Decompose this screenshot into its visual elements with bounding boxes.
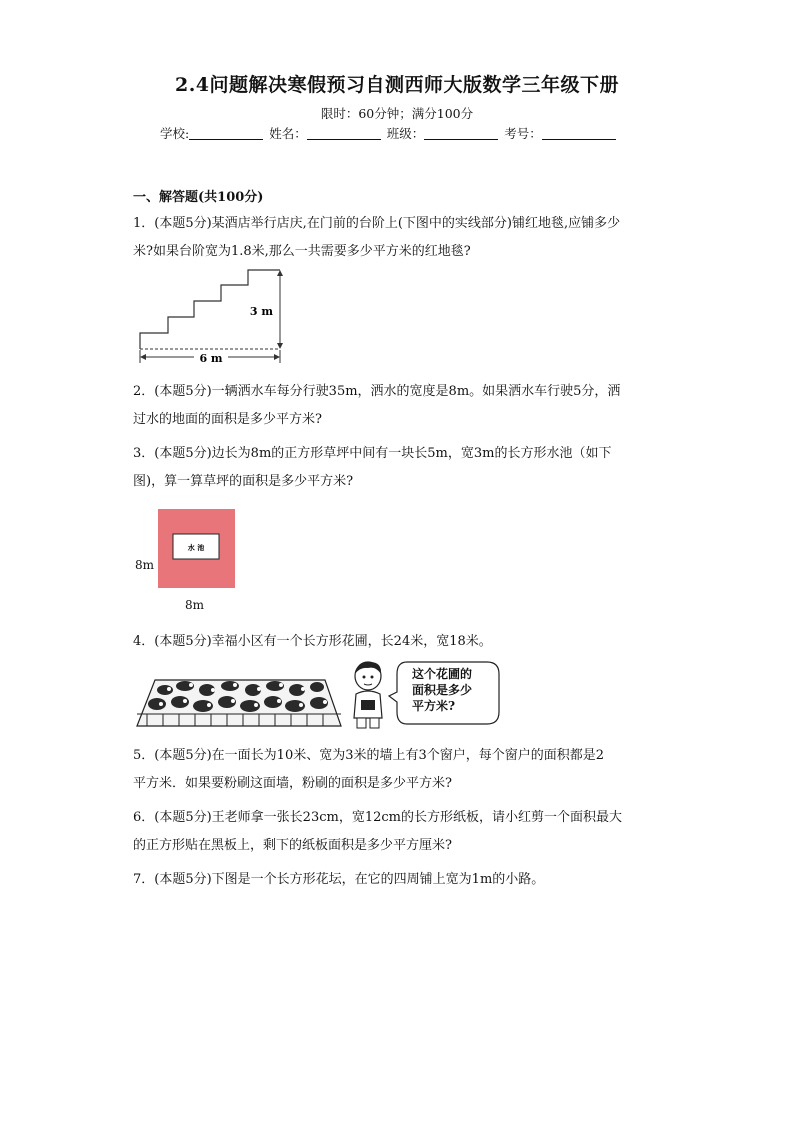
q5-line2: 平方米．如果要粉刷这面墙，粉刷的面积是多少平方米? xyxy=(133,776,452,791)
width-arrow-left xyxy=(140,354,146,360)
q6-line1: 6．(本题5分)王老师拿一张长23cm，宽12cm的长方形纸板，请小红剪一个面积最大 xyxy=(133,810,622,825)
pool-label: 水 池 xyxy=(187,543,205,552)
q3-line1: 3．(本题5分)边长为8m的正方形草坪中间有一块长5m，宽3m的长方形水池（如下 xyxy=(133,446,612,461)
name-label: 姓名： xyxy=(269,126,307,141)
height-arrow-top xyxy=(277,270,283,276)
page-title: 2.4问题解决寒假预习自测西师大版数学三年级下册 xyxy=(174,74,620,96)
number-blank[interactable] xyxy=(542,127,616,140)
width-label: 6 m xyxy=(199,352,223,365)
width-arrow-right xyxy=(274,354,280,360)
student-info-row xyxy=(160,124,618,142)
height-label: 3 m xyxy=(249,305,273,318)
q2-line2: 过水的地面的面积是多少平方米? xyxy=(133,412,322,427)
lawn-side-label: 8m xyxy=(135,558,155,572)
q5-line1: 5．(本题5分)在一面长为10米、宽为3米的墙上有3个窗户，每个窗户的面积都是2 xyxy=(133,748,605,763)
q4-line1: 4．(本题5分)幸福小区有一个长方形花圃，长24米，宽18米。 xyxy=(133,634,492,649)
boy-figure xyxy=(348,658,390,730)
flower-bed-illustration xyxy=(135,660,343,732)
q3-line2: 图)，算一算草坪的面积是多少平方米? xyxy=(133,474,354,489)
bubble-line2: 面积是多少 xyxy=(412,683,473,697)
bubble-line3: 平方米? xyxy=(412,699,456,713)
q1-line1: 1．(本题5分)某酒店举行店庆,在门前的台阶上(下图中的实线部分)铺红地毯,应铺多少 xyxy=(133,216,621,231)
class-blank[interactable] xyxy=(424,127,498,140)
school-blank[interactable] xyxy=(189,127,263,140)
time-limit: 限时：60分钟；满分100分 xyxy=(320,106,474,121)
name-blank[interactable] xyxy=(307,127,381,140)
staircase-diagram xyxy=(130,268,300,370)
bubble-line1: 这个花圃的 xyxy=(412,667,473,681)
lawn-diagram xyxy=(158,509,236,589)
q6-line2: 的正方形贴在黑板上，剩下的纸板面积是多少平方厘米? xyxy=(133,838,452,853)
section-heading: 一、解答题(共100分) xyxy=(133,190,264,205)
number-label: 考号： xyxy=(504,126,542,141)
class-label: 班级： xyxy=(386,126,425,141)
q7-line1: 7．(本题5分)下图是一个长方形花坛，在它的四周铺上宽为1m的小路。 xyxy=(133,872,545,887)
school-label: 学校: xyxy=(160,126,190,141)
speech-bubble-text xyxy=(412,666,472,714)
q1-line2: 米?如果台阶宽为1.8米,那么一共需要多少平方米的红地毯? xyxy=(133,244,471,259)
q2-line1: 2．(本题5分)一辆洒水车每分行驶35m，洒水的宽度是8m。如果洒水车行驶5分，洒 xyxy=(133,384,621,399)
lawn-bottom-label: 8m xyxy=(185,598,205,612)
height-arrow-bottom xyxy=(277,343,283,349)
